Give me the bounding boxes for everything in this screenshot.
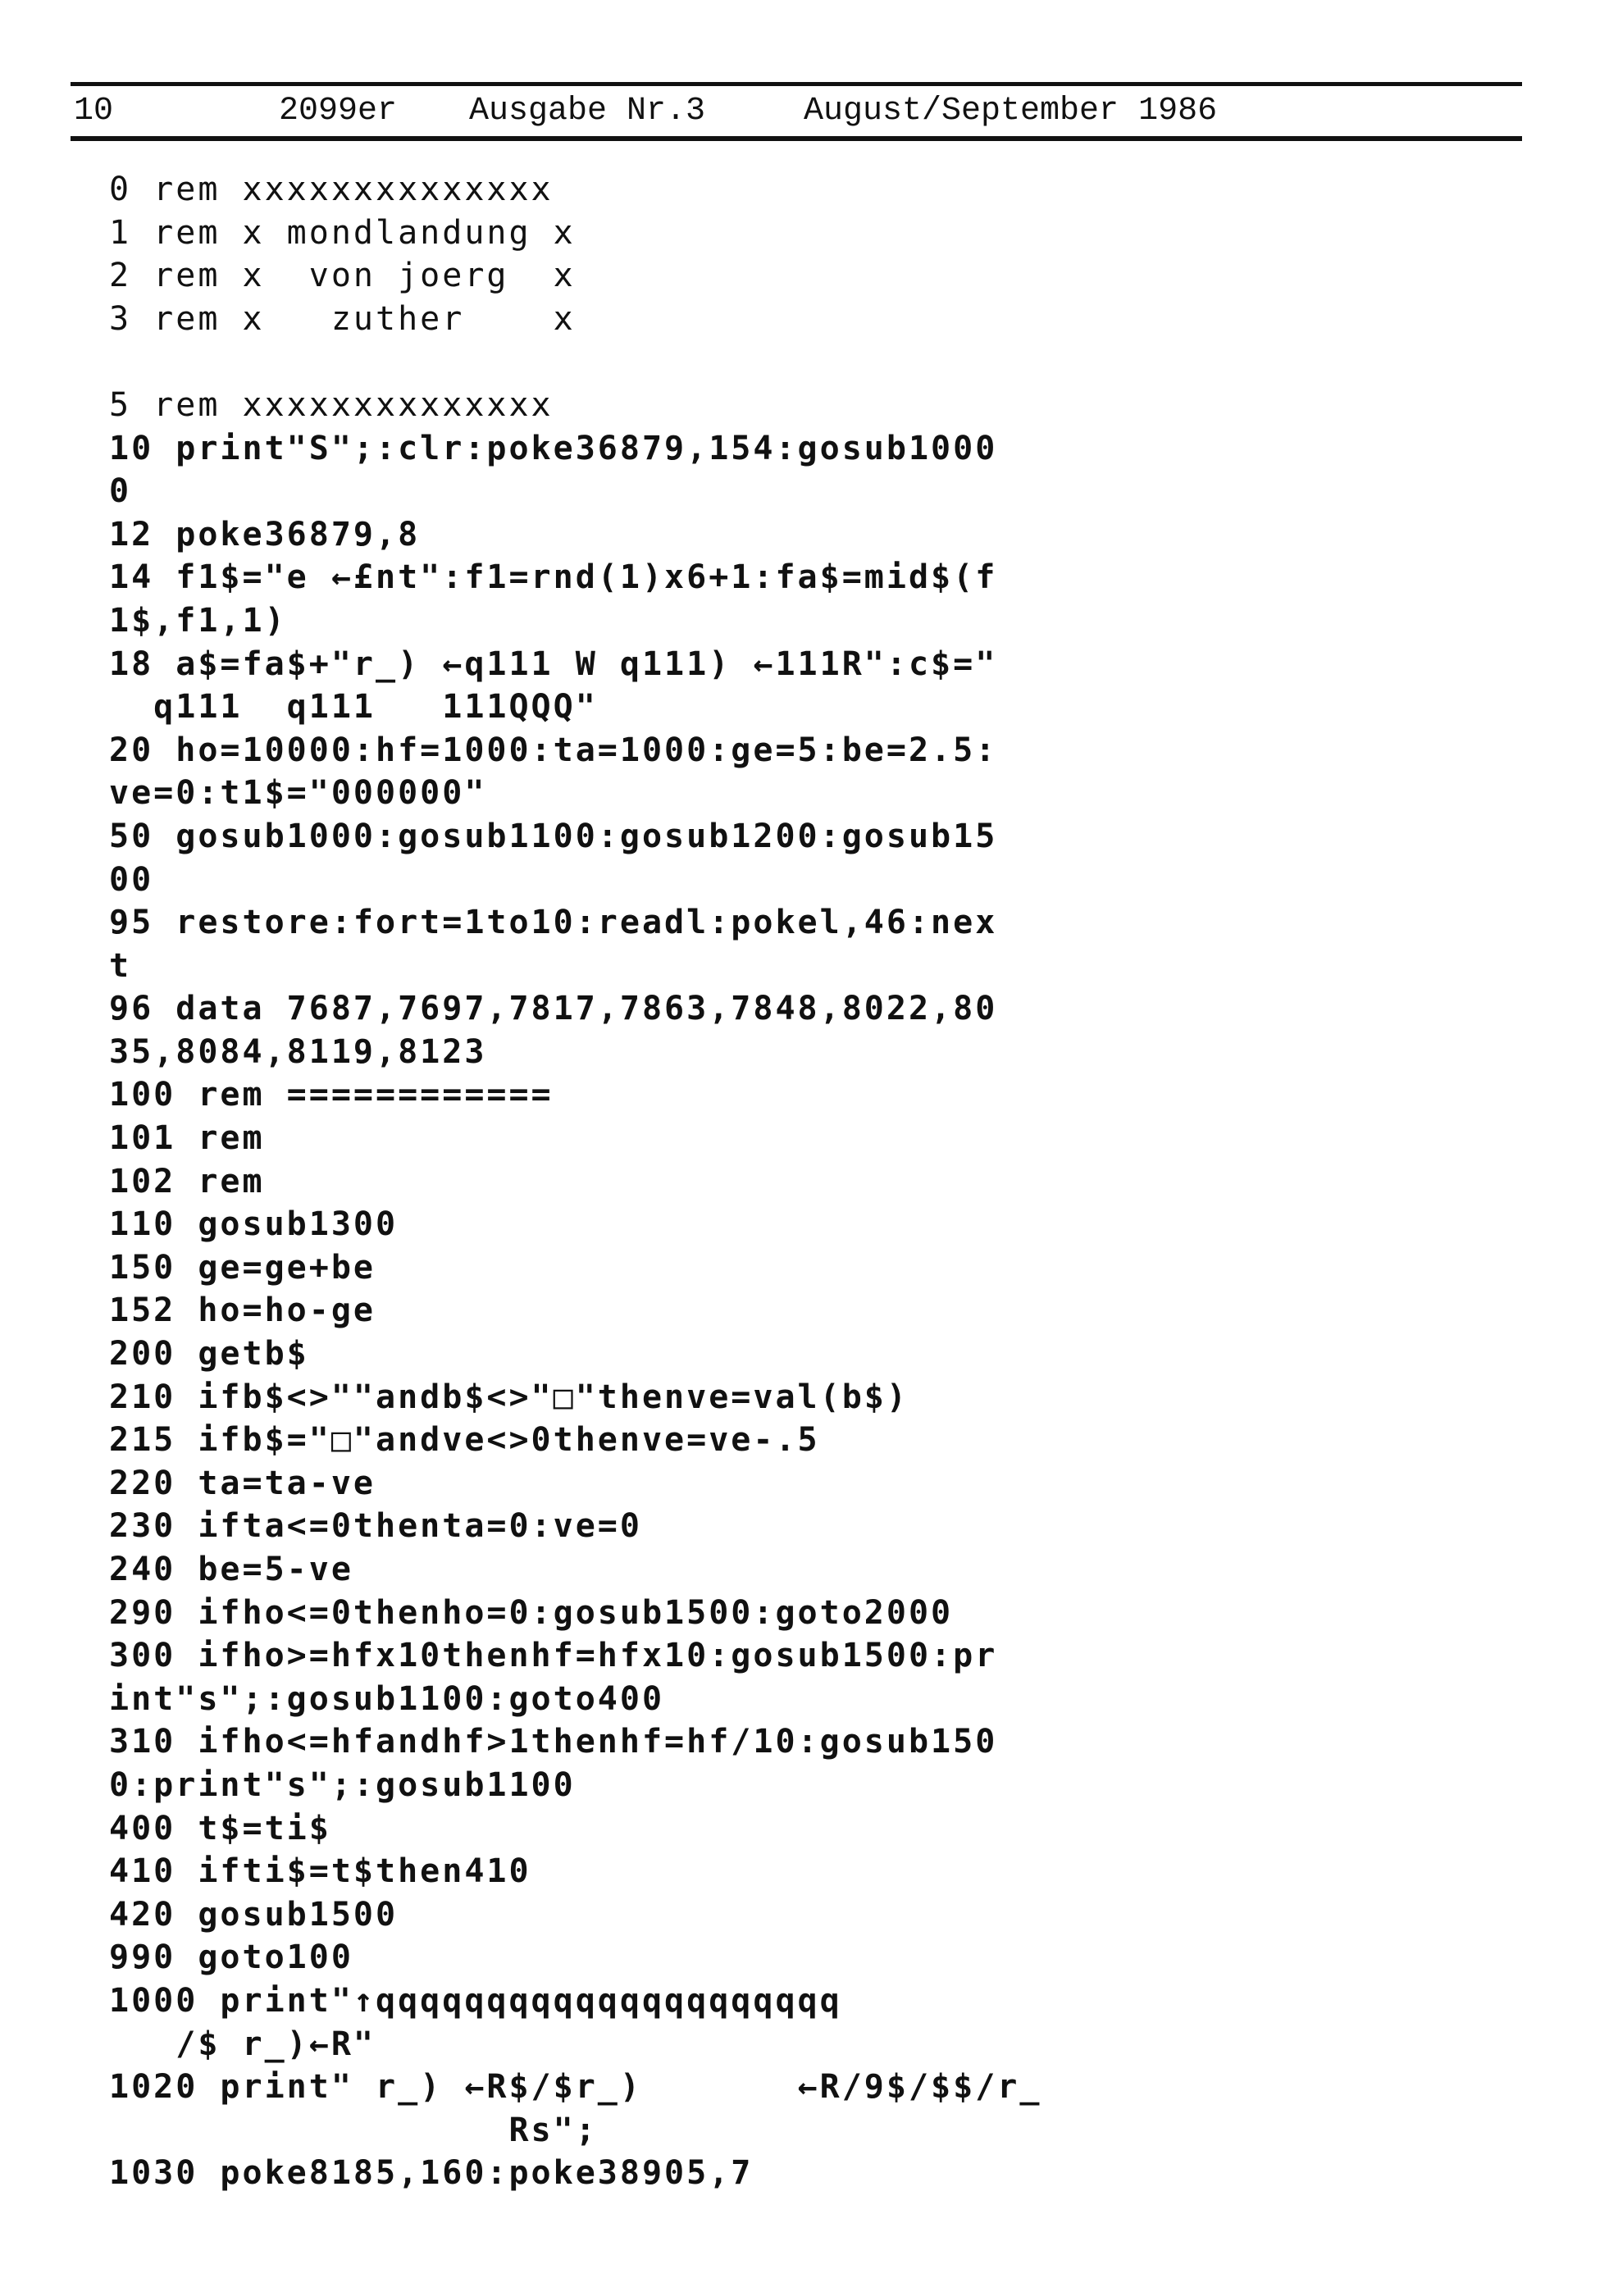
code-line: int"s";:gosub1100:goto400 bbox=[109, 1679, 665, 1718]
code-line: 1$,f1,1) bbox=[109, 601, 287, 640]
code-line: 14 f1$="e ←£nt":f1=rnd(1)x6+1:fa$=mid$(f bbox=[109, 558, 998, 597]
code-line: 152 ho=ho-ge bbox=[109, 1292, 376, 1330]
code-line: 50 gosub1000:gosub1100:gosub1200:gosub15 bbox=[109, 817, 998, 855]
code-line: 215 ifb$="□"andve<>0thenve=ve-.5 bbox=[109, 1421, 820, 1460]
code-line: 150 ge=ge+be bbox=[109, 1248, 376, 1287]
code-line: q111 q111 111QQQ" bbox=[109, 688, 598, 727]
code-line: 95 restore:fort=1to10:readl:pokel,46:nex bbox=[109, 904, 998, 942]
code-line: 1020 print" r_) ←R$/$r_) ←R/9$/$$/r_ bbox=[109, 2068, 1042, 2107]
code-line: 96 data 7687,7697,7817,7863,7848,8022,80 bbox=[109, 990, 998, 1028]
code-line: 400 t$=ti$ bbox=[109, 1809, 331, 1847]
code-line: 10 print"S";:clr:poke36879,154:gosub1000 bbox=[109, 429, 998, 467]
code-line: 0:print"s";:gosub1100 bbox=[109, 1765, 576, 1804]
code-line: 420 gosub1500 bbox=[109, 1895, 399, 1934]
code-line: 5 rem xxxxxxxxxxxxxx bbox=[109, 385, 554, 424]
magazine-name: 2099er bbox=[279, 93, 398, 130]
code-line: /$ r_)←R" bbox=[109, 2025, 376, 2063]
header-rule-top bbox=[71, 82, 1522, 86]
basic-program-listing bbox=[109, 168, 1520, 2195]
code-line: 210 ifb$<>""andb$<>"□"thenve=val(b$) bbox=[109, 1378, 909, 1416]
code-line: 12 poke36879,8 bbox=[109, 515, 421, 554]
code-line: 990 goto100 bbox=[109, 1938, 353, 1977]
code-line: 220 ta=ta-ve bbox=[109, 1464, 376, 1502]
code-line: Rs"; bbox=[109, 2111, 598, 2149]
code-line: 240 be=5-ve bbox=[109, 1551, 353, 1588]
page-number: 10 bbox=[74, 93, 114, 130]
code-line bbox=[109, 340, 1520, 384]
code-line: 00 bbox=[109, 860, 154, 899]
code-line: 100 rem ============ bbox=[109, 1076, 554, 1114]
code-line: 230 ifta<=0thenta=0:ve=0 bbox=[109, 1507, 642, 1546]
header-rule-bottom bbox=[71, 136, 1522, 141]
code-line: 200 getb$ bbox=[109, 1335, 309, 1374]
code-line: 0 rem xxxxxxxxxxxxxx bbox=[109, 171, 554, 208]
code-line: 290 ifho<=0thenho=0:gosub1500:goto2000 bbox=[109, 1593, 954, 1632]
code-line: 102 rem bbox=[109, 1162, 265, 1200]
issue-date: August/September 1986 bbox=[804, 93, 1218, 130]
code-line: 101 rem bbox=[109, 1119, 265, 1158]
issue-number: Ausgabe Nr.3 bbox=[469, 93, 706, 130]
code-line: 35,8084,8119,8123 bbox=[109, 1032, 487, 1071]
code-line: 110 gosub1300 bbox=[109, 1205, 399, 1244]
code-line: 0 bbox=[109, 472, 132, 511]
code-line: 1000 print"↑qqqqqqqqqqqqqqqqqqqqq bbox=[109, 1981, 842, 2020]
code-line: 310 ifho<=hfandhf>1thenhf=hf/10:gosub150 bbox=[109, 1723, 998, 1761]
code-line: t bbox=[109, 946, 132, 985]
code-line: 20 ho=10000:hf=1000:ta=1000:ge=5:be=2.5: bbox=[109, 731, 998, 769]
code-line: 1030 poke8185,160:poke38905,7 bbox=[109, 2154, 754, 2193]
code-line: 18 a$=fa$+"r_) ←q111 W q111) ←111R":c$=" bbox=[109, 645, 998, 683]
code-line: 2 rem x von joerg x bbox=[109, 257, 576, 295]
code-line: 410 ifti$=t$then410 bbox=[109, 1852, 531, 1891]
code-line: 300 ifho>=hfx10thenhf=hfx10:gosub1500:pr bbox=[109, 1637, 998, 1675]
code-line: ve=0:t1$="000000" bbox=[109, 774, 487, 813]
code-line: 3 rem x zuther x bbox=[109, 299, 576, 338]
page-header bbox=[74, 89, 1517, 134]
code-line: 1 rem x mondlandung x bbox=[109, 213, 576, 252]
